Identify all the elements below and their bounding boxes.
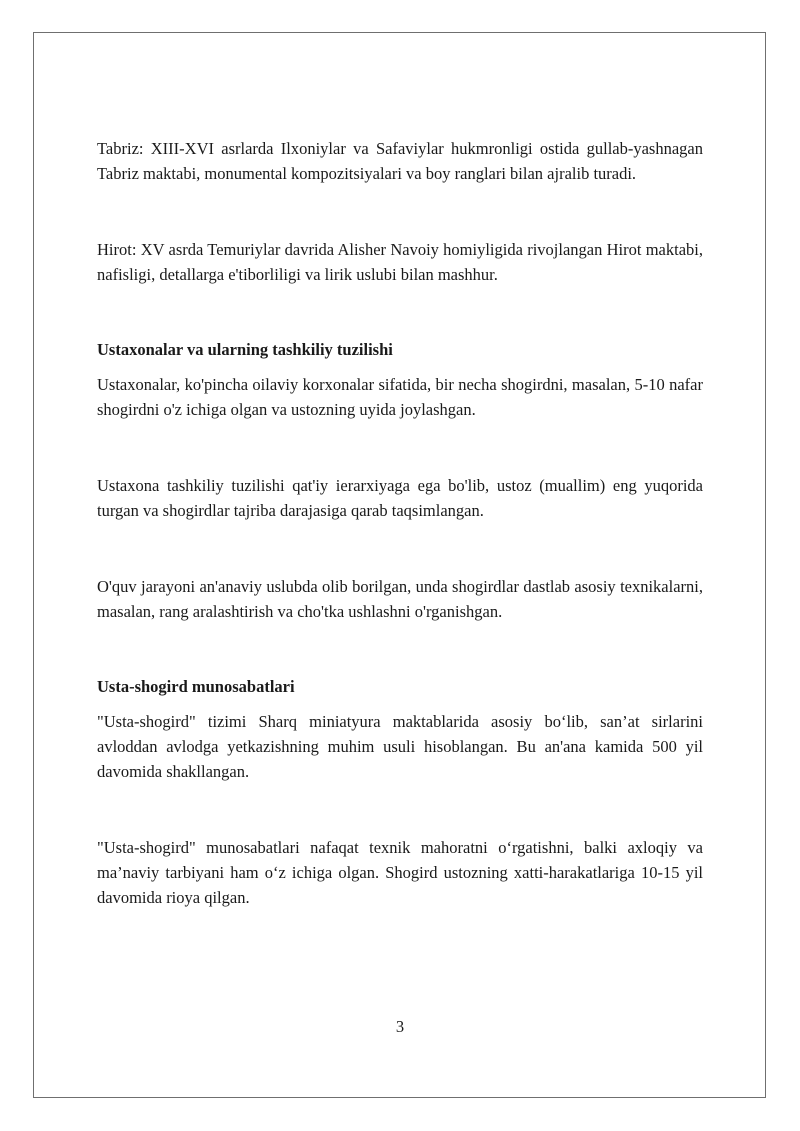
paragraph-hirot: Hirot: XV asrda Temuriylar davrida Alisher Navoiy homiyligida rivojlangan Hirot maktabi, nafisligi, detallarga e'tiborliligi va lirik uslubi bilan mashhur. <box>97 240 703 284</box>
paragraph-workshops-1: Ustaxonalar, ko'pincha oilaviy korxonalar sifatida, bir necha shogirdni, masalan, 5-10 nafar shogirdni o'z ichiga olgan va ustozning uyida joylashgan. <box>97 375 703 419</box>
section-heading-workshops: Ustaxonalar va ularning tashkiliy tuzilishi <box>97 340 393 359</box>
paragraph-workshops-3: O'quv jarayoni an'anaviy uslubda olib borilgan, unda shogirdlar dastlab asosiy texnikalarni, masalan, rang aralashtirish va cho'tka ushlashni o'rganishgan. <box>97 577 703 621</box>
section-heading-master-apprentice: Usta-shogird munosabatlari <box>97 677 295 696</box>
paragraph-master-apprentice-2: "Usta-shogird" munosabatlari nafaqat texnik mahoratni o‘rgatishni, balki axloqiy va ma’naviy tarbiyani ham o‘z ichiga olgan. Shogird ustozning xatti-harakatlariga 10-15 yil davomida rioya qilgan. <box>97 838 703 907</box>
document-body <box>97 136 703 910</box>
paragraph-tabriz: Tabriz: XIII-XVI asrlarda Ilxoniylar va Safaviylar hukmronligi ostida gullab-yashnagan Tabriz maktabi, monumental kompozitsiyalari va boy ranglari bilan ajralib turadi. <box>97 139 703 183</box>
page-number: 3 <box>395 1017 405 1036</box>
paragraph-workshops-2: Ustaxona tashkiliy tuzilishi qat'iy ierarxiyaga ega bo'lib, ustoz (muallim) eng yuqorida turgan va shogirdlar tajriba darajasiga qarab taqsimlangan. <box>97 476 703 520</box>
paragraph-master-apprentice-1: "Usta-shogird" tizimi Sharq miniatyura maktablarida asosiy bo‘lib, san’at sirlarini avloddan avlodga yetkazishning muhim usuli hisoblangan. Bu an'ana kamida 500 yil davomida shakllangan. <box>97 712 703 781</box>
